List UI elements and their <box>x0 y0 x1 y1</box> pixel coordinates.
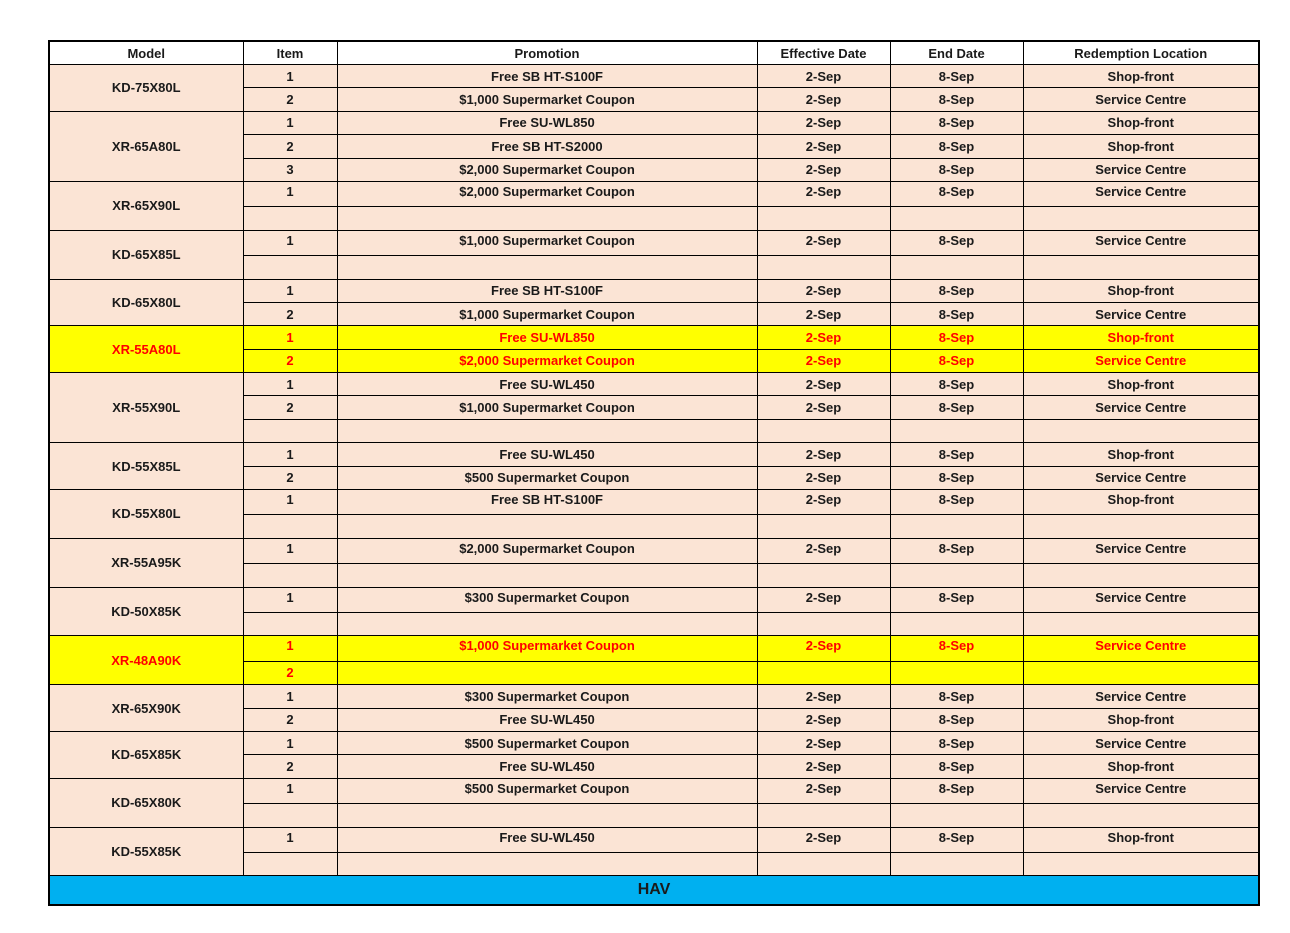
redemption-location-cell: Service Centre <box>1023 158 1259 181</box>
item-cell: 1 <box>243 731 337 754</box>
redemption-location-cell: Shop-front <box>1023 111 1259 134</box>
promotion-cell: Free SU-WL850 <box>337 111 757 134</box>
promotion-cell: $300 Supermarket Coupon <box>337 685 757 708</box>
end-date-cell: 8-Sep <box>890 158 1023 181</box>
promotion-cell: $1,000 Supermarket Coupon <box>337 88 757 111</box>
item-cell: 2 <box>243 708 337 731</box>
redemption-location-cell: Service Centre <box>1023 587 1259 612</box>
item-cell: 2 <box>243 302 337 325</box>
footer-row <box>49 876 1259 906</box>
redemption-location-cell: Service Centre <box>1023 349 1259 372</box>
end-date-cell: 8-Sep <box>890 443 1023 466</box>
end-date-cell: 8-Sep <box>890 88 1023 111</box>
table-row <box>49 587 1259 612</box>
promotion-cell: Free SU-WL450 <box>337 708 757 731</box>
header-effective-date: Effective Date <box>757 41 890 65</box>
header-row <box>49 41 1259 65</box>
promotion-cell: $2,000 Supermarket Coupon <box>337 181 757 206</box>
promotion-cell <box>337 256 757 279</box>
item-cell <box>243 612 337 635</box>
table-row <box>49 279 1259 302</box>
effective-date-cell: 2-Sep <box>757 685 890 708</box>
promotion-cell: $300 Supermarket Coupon <box>337 587 757 612</box>
model-cell: XR-48A90K <box>49 636 243 685</box>
effective-date-cell: 2-Sep <box>757 443 890 466</box>
effective-date-cell: 2-Sep <box>757 111 890 134</box>
item-cell: 1 <box>243 587 337 612</box>
promotion-cell <box>337 612 757 635</box>
item-cell: 1 <box>243 827 337 852</box>
redemption-location-cell: Service Centre <box>1023 685 1259 708</box>
effective-date-cell <box>757 564 890 587</box>
end-date-cell: 8-Sep <box>890 349 1023 372</box>
promotion-cell <box>337 419 757 442</box>
end-date-cell: 8-Sep <box>890 230 1023 255</box>
table-row <box>49 230 1259 255</box>
promotion-cell: $1,000 Supermarket Coupon <box>337 230 757 255</box>
item-cell: 1 <box>243 636 337 661</box>
redemption-location-cell <box>1023 515 1259 538</box>
promotion-cell: $1,000 Supermarket Coupon <box>337 636 757 661</box>
item-cell: 3 <box>243 158 337 181</box>
end-date-cell <box>890 207 1023 230</box>
effective-date-cell: 2-Sep <box>757 230 890 255</box>
header-end-date: End Date <box>890 41 1023 65</box>
redemption-location-cell: Shop-front <box>1023 708 1259 731</box>
effective-date-cell: 2-Sep <box>757 326 890 349</box>
effective-date-cell: 2-Sep <box>757 636 890 661</box>
table-row <box>49 443 1259 466</box>
promotion-cell: $500 Supermarket Coupon <box>337 731 757 754</box>
end-date-cell: 8-Sep <box>890 587 1023 612</box>
effective-date-cell: 2-Sep <box>757 373 890 396</box>
table-row <box>49 731 1259 754</box>
promotion-cell: $2,000 Supermarket Coupon <box>337 538 757 563</box>
effective-date-cell: 2-Sep <box>757 279 890 302</box>
item-cell: 1 <box>243 778 337 803</box>
promotion-cell <box>337 207 757 230</box>
end-date-cell <box>890 256 1023 279</box>
model-cell: KD-65X85K <box>49 731 243 778</box>
promotion-cell: Free SB HT-S100F <box>337 65 757 88</box>
table-row <box>49 490 1259 515</box>
effective-date-cell: 2-Sep <box>757 466 890 489</box>
effective-date-cell <box>757 515 890 538</box>
header-model: Model <box>49 41 243 65</box>
model-cell: XR-65X90L <box>49 181 243 230</box>
promotion-cell <box>337 515 757 538</box>
item-cell: 1 <box>243 490 337 515</box>
effective-date-cell: 2-Sep <box>757 135 890 158</box>
promotion-cell: $500 Supermarket Coupon <box>337 466 757 489</box>
end-date-cell: 8-Sep <box>890 827 1023 852</box>
promotion-cell: $500 Supermarket Coupon <box>337 778 757 803</box>
item-cell: 2 <box>243 349 337 372</box>
model-cell: KD-55X85L <box>49 443 243 490</box>
model-cell: KD-55X85K <box>49 827 243 876</box>
effective-date-cell <box>757 256 890 279</box>
header-redemption-location: Redemption Location <box>1023 41 1259 65</box>
end-date-cell: 8-Sep <box>890 181 1023 206</box>
promotion-cell: Free SB HT-S2000 <box>337 135 757 158</box>
effective-date-cell: 2-Sep <box>757 302 890 325</box>
redemption-location-cell <box>1023 804 1259 827</box>
redemption-location-cell: Service Centre <box>1023 778 1259 803</box>
table-row <box>49 111 1259 134</box>
table-row <box>49 778 1259 803</box>
table-row <box>49 538 1259 563</box>
redemption-location-cell <box>1023 661 1259 684</box>
item-cell <box>243 256 337 279</box>
end-date-cell: 8-Sep <box>890 135 1023 158</box>
effective-date-cell: 2-Sep <box>757 490 890 515</box>
redemption-location-cell: Service Centre <box>1023 731 1259 754</box>
redemption-location-cell: Service Centre <box>1023 181 1259 206</box>
effective-date-cell: 2-Sep <box>757 708 890 731</box>
model-cell: KD-55X80L <box>49 490 243 539</box>
redemption-location-cell <box>1023 852 1259 875</box>
effective-date-cell: 2-Sep <box>757 587 890 612</box>
end-date-cell: 8-Sep <box>890 326 1023 349</box>
footer-label: HAV <box>49 876 1259 906</box>
item-cell <box>243 515 337 538</box>
end-date-cell <box>890 419 1023 442</box>
redemption-location-cell: Shop-front <box>1023 443 1259 466</box>
effective-date-cell <box>757 207 890 230</box>
item-cell <box>243 419 337 442</box>
table-row <box>49 65 1259 88</box>
promotion-cell: Free SB HT-S100F <box>337 279 757 302</box>
item-cell: 1 <box>243 65 337 88</box>
item-cell: 2 <box>243 135 337 158</box>
model-cell: KD-65X80K <box>49 778 243 827</box>
promotion-cell <box>337 804 757 827</box>
end-date-cell: 8-Sep <box>890 396 1023 419</box>
model-cell: XR-55X90L <box>49 373 243 443</box>
end-date-cell: 8-Sep <box>890 685 1023 708</box>
item-cell: 2 <box>243 466 337 489</box>
end-date-cell: 8-Sep <box>890 373 1023 396</box>
promotion-table <box>48 40 1260 906</box>
effective-date-cell: 2-Sep <box>757 396 890 419</box>
table-row <box>49 181 1259 206</box>
table-row <box>49 636 1259 661</box>
item-cell: 1 <box>243 279 337 302</box>
redemption-location-cell: Shop-front <box>1023 135 1259 158</box>
table-row <box>49 373 1259 396</box>
effective-date-cell: 2-Sep <box>757 538 890 563</box>
redemption-location-cell <box>1023 419 1259 442</box>
table-row <box>49 827 1259 852</box>
end-date-cell <box>890 852 1023 875</box>
effective-date-cell: 2-Sep <box>757 158 890 181</box>
item-cell: 1 <box>243 538 337 563</box>
redemption-location-cell: Shop-front <box>1023 326 1259 349</box>
model-cell: XR-55A95K <box>49 538 243 587</box>
promotion-cell: Free SB HT-S100F <box>337 490 757 515</box>
promotion-cell <box>337 564 757 587</box>
end-date-cell: 8-Sep <box>890 636 1023 661</box>
redemption-location-cell: Shop-front <box>1023 279 1259 302</box>
promotion-cell: Free SU-WL450 <box>337 755 757 778</box>
item-cell: 1 <box>243 685 337 708</box>
end-date-cell: 8-Sep <box>890 279 1023 302</box>
item-cell: 2 <box>243 661 337 684</box>
promotion-cell: Free SU-WL450 <box>337 827 757 852</box>
table-row <box>49 685 1259 708</box>
end-date-cell <box>890 661 1023 684</box>
redemption-location-cell: Service Centre <box>1023 302 1259 325</box>
redemption-location-cell: Shop-front <box>1023 490 1259 515</box>
effective-date-cell: 2-Sep <box>757 731 890 754</box>
effective-date-cell <box>757 661 890 684</box>
end-date-cell: 8-Sep <box>890 731 1023 754</box>
redemption-location-cell: Service Centre <box>1023 230 1259 255</box>
effective-date-cell: 2-Sep <box>757 755 890 778</box>
redemption-location-cell: Service Centre <box>1023 88 1259 111</box>
item-cell: 1 <box>243 111 337 134</box>
item-cell <box>243 852 337 875</box>
end-date-cell: 8-Sep <box>890 302 1023 325</box>
effective-date-cell: 2-Sep <box>757 349 890 372</box>
end-date-cell <box>890 515 1023 538</box>
redemption-location-cell: Service Centre <box>1023 538 1259 563</box>
model-cell: KD-65X80L <box>49 279 243 326</box>
model-cell: KD-50X85K <box>49 587 243 636</box>
redemption-location-cell: Service Centre <box>1023 466 1259 489</box>
redemption-location-cell: Shop-front <box>1023 65 1259 88</box>
effective-date-cell: 2-Sep <box>757 778 890 803</box>
item-cell <box>243 804 337 827</box>
model-cell: XR-55A80L <box>49 326 243 373</box>
item-cell: 2 <box>243 396 337 419</box>
table-body <box>49 65 1259 876</box>
item-cell: 2 <box>243 755 337 778</box>
end-date-cell: 8-Sep <box>890 708 1023 731</box>
item-cell: 1 <box>243 326 337 349</box>
redemption-location-cell: Shop-front <box>1023 373 1259 396</box>
promotion-cell: $2,000 Supermarket Coupon <box>337 158 757 181</box>
item-cell: 2 <box>243 88 337 111</box>
redemption-location-cell: Service Centre <box>1023 396 1259 419</box>
end-date-cell <box>890 564 1023 587</box>
redemption-location-cell: Service Centre <box>1023 636 1259 661</box>
end-date-cell: 8-Sep <box>890 111 1023 134</box>
end-date-cell: 8-Sep <box>890 755 1023 778</box>
effective-date-cell <box>757 612 890 635</box>
item-cell <box>243 207 337 230</box>
item-cell <box>243 564 337 587</box>
end-date-cell: 8-Sep <box>890 538 1023 563</box>
end-date-cell: 8-Sep <box>890 490 1023 515</box>
header-item: Item <box>243 41 337 65</box>
effective-date-cell: 2-Sep <box>757 827 890 852</box>
item-cell: 1 <box>243 230 337 255</box>
promotion-cell: $2,000 Supermarket Coupon <box>337 349 757 372</box>
effective-date-cell <box>757 419 890 442</box>
model-cell: KD-75X80L <box>49 65 243 112</box>
item-cell: 1 <box>243 373 337 396</box>
redemption-location-cell <box>1023 612 1259 635</box>
end-date-cell: 8-Sep <box>890 778 1023 803</box>
model-cell: KD-65X85L <box>49 230 243 279</box>
promotion-cell: Free SU-WL450 <box>337 443 757 466</box>
effective-date-cell <box>757 804 890 827</box>
redemption-location-cell: Shop-front <box>1023 827 1259 852</box>
promotion-cell <box>337 852 757 875</box>
end-date-cell <box>890 804 1023 827</box>
table-row <box>49 326 1259 349</box>
redemption-location-cell <box>1023 256 1259 279</box>
redemption-location-cell <box>1023 207 1259 230</box>
promotion-cell: Free SU-WL450 <box>337 373 757 396</box>
header-promotion: Promotion <box>337 41 757 65</box>
effective-date-cell <box>757 852 890 875</box>
item-cell: 1 <box>243 181 337 206</box>
model-cell: XR-65A80L <box>49 111 243 181</box>
effective-date-cell: 2-Sep <box>757 181 890 206</box>
effective-date-cell: 2-Sep <box>757 88 890 111</box>
end-date-cell: 8-Sep <box>890 65 1023 88</box>
promotion-cell: $1,000 Supermarket Coupon <box>337 396 757 419</box>
redemption-location-cell <box>1023 564 1259 587</box>
promotion-cell <box>337 661 757 684</box>
end-date-cell <box>890 612 1023 635</box>
item-cell: 1 <box>243 443 337 466</box>
promotion-cell: Free SU-WL850 <box>337 326 757 349</box>
effective-date-cell: 2-Sep <box>757 65 890 88</box>
promotion-cell: $1,000 Supermarket Coupon <box>337 302 757 325</box>
model-cell: XR-65X90K <box>49 685 243 732</box>
redemption-location-cell: Shop-front <box>1023 755 1259 778</box>
end-date-cell: 8-Sep <box>890 466 1023 489</box>
